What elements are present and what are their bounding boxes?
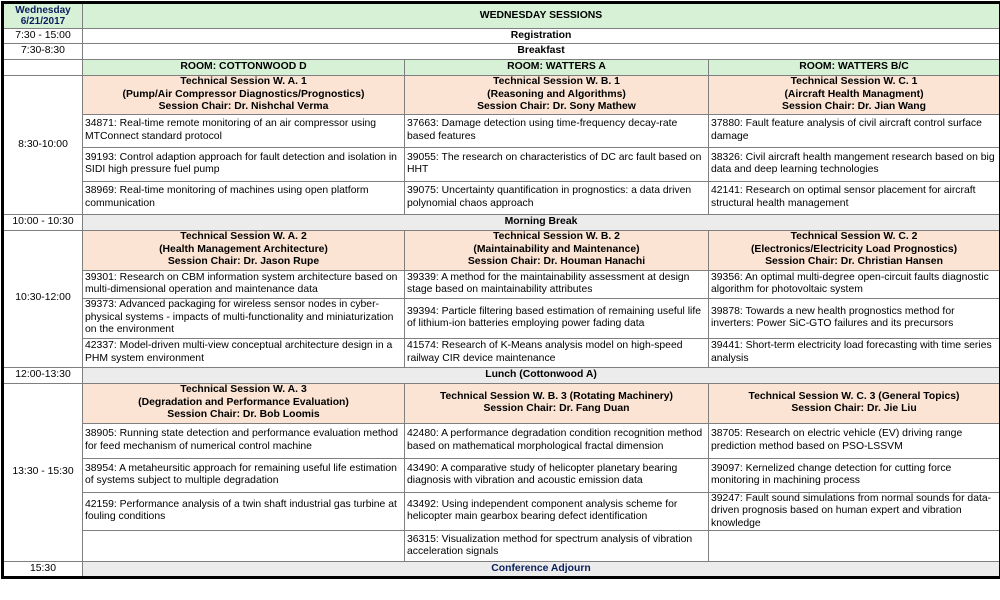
paper-row bbox=[3, 458, 1000, 492]
paper-cell: 34871: Real-time remote monitoring of an air compressor using MTConnect standard protocol bbox=[83, 114, 405, 147]
paper-cell: 42141: Research on optimal sensor placement for aircraft structural health management bbox=[709, 181, 1000, 214]
paper-cell: 39193: Control adaption approach for fault detection and isolation in SIDI high pressure fuel pump bbox=[83, 147, 405, 181]
breakfast-time: 7:30-8:30 bbox=[3, 44, 83, 60]
schedule-table bbox=[1, 1, 1000, 579]
session-title: Technical Session W. C. 1 bbox=[711, 76, 997, 89]
room-header-c: ROOM: WATTERS B/C bbox=[709, 60, 1000, 76]
paper-cell: 39394: Particle filtering based estimation of remaining useful life of lithium-ion batteries employing power fading data bbox=[405, 298, 709, 338]
session-chair: Session Chair: Dr. Christian Hansen bbox=[711, 256, 997, 269]
session-title: Technical Session W. B. 2 bbox=[407, 231, 706, 244]
lunch-label: Lunch (Cottonwood A) bbox=[83, 367, 1000, 383]
paper-cell: 39878: Towards a new health prognostics method for inverters: Power SiC-GTO failures and its precursors bbox=[709, 298, 1000, 338]
session-header-wc3 bbox=[709, 383, 1000, 423]
block3-time: 13:30 - 15:30 bbox=[3, 383, 83, 562]
session-title: Technical Session W. A. 2 bbox=[85, 231, 402, 244]
paper-cell: 41574: Research of K-Means analysis model on high-speed railway CIR device maintenance bbox=[405, 338, 709, 367]
room-header-a: ROOM: COTTONWOOD D bbox=[83, 60, 405, 76]
adjourn-time: 15:30 bbox=[3, 562, 83, 578]
header-row bbox=[3, 3, 1000, 29]
session-title: Technical Session W. C. 3 (General Topics) bbox=[711, 391, 997, 404]
session-row bbox=[3, 76, 1000, 115]
paper-row bbox=[3, 147, 1000, 181]
room-header-b: ROOM: WATTERS A bbox=[405, 60, 709, 76]
paper-cell: 39339: A method for the maintainability assessment at design stage based on maintainability attributes bbox=[405, 270, 709, 298]
paper-cell: 39356: An optimal multi-degree open-circuit faults diagnostic algorithm for photovoltaic system bbox=[709, 270, 1000, 298]
block1-time: 8:30-10:00 bbox=[3, 76, 83, 215]
paper-cell: 38905: Running state detection and performance evaluation method for feed mechanism of numerical control machine bbox=[83, 423, 405, 458]
registration-time: 7:30 - 15:00 bbox=[3, 29, 83, 44]
session-header-wb2 bbox=[405, 230, 709, 270]
paper-cell: 38326: Civil aircraft health mangement research based on big data and deep learning technologies bbox=[709, 147, 1000, 181]
paper-cell: 38705: Research on electric vehicle (EV) driving range prediction method based on PSO-LSSVM bbox=[709, 423, 1000, 458]
paper-cell: 39441: Short-term electricity load forecasting with time series analysis bbox=[709, 338, 1000, 367]
session-chair: Session Chair: Dr. Jie Liu bbox=[711, 403, 997, 416]
paper-cell bbox=[709, 531, 1000, 562]
block2-time: 10:30-12:00 bbox=[3, 230, 83, 367]
paper-cell: 39247: Fault sound simulations from normal sounds for data-driven prognosis based on human expert and vibration knowledge bbox=[709, 492, 1000, 531]
rooms-time-empty bbox=[3, 60, 83, 76]
session-chair: Session Chair: Dr. Jason Rupe bbox=[85, 256, 402, 269]
day-label: Wednesday bbox=[6, 5, 80, 16]
adjourn-label: Conference Adjourn bbox=[83, 562, 1000, 578]
session-topic: (Degradation and Performance Evaluation) bbox=[85, 397, 402, 410]
registration-label: Registration bbox=[83, 29, 1000, 44]
paper-cell: 42159: Performance analysis of a twin shaft industrial gas turbine at fouling conditions bbox=[83, 492, 405, 531]
session-chair: Session Chair: Dr. Nishchal Verma bbox=[85, 101, 402, 114]
session-chair: Session Chair: Dr. Fang Duan bbox=[407, 403, 706, 416]
session-topic: (Aircraft Health Managment) bbox=[711, 89, 997, 102]
paper-cell: 39075: Uncertainty quantification in prognostics: a data driven polynomial chaos approach bbox=[405, 181, 709, 214]
session-title: Technical Session W. B. 3 (Rotating Machinery) bbox=[407, 391, 706, 404]
date-label: 6/21/2017 bbox=[6, 16, 80, 27]
paper-cell: 38969: Real-time monitoring of machines using open platform communication bbox=[83, 181, 405, 214]
paper-row bbox=[3, 423, 1000, 458]
paper-cell: 37880: Fault feature analysis of civil aircraft control surface damage bbox=[709, 114, 1000, 147]
paper-row bbox=[3, 492, 1000, 531]
session-topic: (Electronics/Electricity Load Prognostics) bbox=[711, 244, 997, 257]
lunch-time: 12:00-13:30 bbox=[3, 367, 83, 383]
session-topic: (Maintainability and Maintenance) bbox=[407, 244, 706, 257]
adjourn-row bbox=[3, 562, 1000, 578]
session-header-wb3 bbox=[405, 383, 709, 423]
breakfast-row bbox=[3, 44, 1000, 60]
session-header-wa3 bbox=[83, 383, 405, 423]
registration-row bbox=[3, 29, 1000, 44]
paper-cell: 36315: Visualization method for spectrum analysis of vibration acceleration signals bbox=[405, 531, 709, 562]
paper-cell: 39373: Advanced packaging for wireless sensor nodes in cyber-physical systems - impacts of multi-functionality and miniaturization on the environment bbox=[83, 298, 405, 338]
paper-cell: 39301: Research on CBM information system architecture based on multi-dimensional operation and maintenance data bbox=[83, 270, 405, 298]
paper-cell: 43492: Using independent component analysis scheme for helicopter main gearbox bearing defect identification bbox=[405, 492, 709, 531]
session-header-wc1 bbox=[709, 76, 1000, 115]
session-header-wb1 bbox=[405, 76, 709, 115]
paper-cell: 43490: A comparative study of helicopter planetary bearing diagnosis with vibration and acoustic emission data bbox=[405, 458, 709, 492]
session-header-wa1 bbox=[83, 76, 405, 115]
paper-cell: 38954: A metaheursitic approach for remaining useful life estimation of systems subject to multiple degradation bbox=[83, 458, 405, 492]
day-date-cell bbox=[3, 3, 83, 29]
paper-row bbox=[3, 114, 1000, 147]
lunch-row bbox=[3, 367, 1000, 383]
session-chair: Session Chair: Dr. Jian Wang bbox=[711, 101, 997, 114]
session-title: Technical Session W. A. 3 bbox=[85, 384, 402, 397]
session-topic: (Reasoning and Algorithms) bbox=[407, 89, 706, 102]
paper-row bbox=[3, 338, 1000, 367]
session-chair: Session Chair: Dr. Sony Mathew bbox=[407, 101, 706, 114]
session-header-wc2 bbox=[709, 230, 1000, 270]
session-title: Technical Session W. B. 1 bbox=[407, 76, 706, 89]
paper-cell: 42480: A performance degradation condition recognition method based on mathematical morphological fractal dimension bbox=[405, 423, 709, 458]
morning-break-row bbox=[3, 214, 1000, 230]
paper-cell: 39097: Kernelized change detection for cutting force monitoring in machining process bbox=[709, 458, 1000, 492]
session-topic: (Pump/Air Compressor Diagnostics/Prognostics) bbox=[85, 89, 402, 102]
paper-cell: 39055: The research on characteristics of DC arc fault based on HHT bbox=[405, 147, 709, 181]
session-row bbox=[3, 230, 1000, 270]
session-header-wa2 bbox=[83, 230, 405, 270]
paper-cell: 42337: Model-driven multi-view conceptual architecture design in a PHM system environment bbox=[83, 338, 405, 367]
session-chair: Session Chair: Dr. Bob Loomis bbox=[85, 409, 402, 422]
session-topic: (Health Management Architecture) bbox=[85, 244, 402, 257]
paper-cell bbox=[83, 531, 405, 562]
breakfast-label: Breakfast bbox=[83, 44, 1000, 60]
paper-row bbox=[3, 270, 1000, 298]
session-chair: Session Chair: Dr. Houman Hanachi bbox=[407, 256, 706, 269]
session-row bbox=[3, 383, 1000, 423]
page-title: WEDNESDAY SESSIONS bbox=[83, 3, 1000, 29]
paper-row bbox=[3, 181, 1000, 214]
session-title: Technical Session W. C. 2 bbox=[711, 231, 997, 244]
rooms-row bbox=[3, 60, 1000, 76]
morning-break-time: 10:00 - 10:30 bbox=[3, 214, 83, 230]
paper-row bbox=[3, 298, 1000, 338]
morning-break-label: Morning Break bbox=[83, 214, 1000, 230]
paper-cell: 37663: Damage detection using time-frequency decay-rate based features bbox=[405, 114, 709, 147]
paper-row bbox=[3, 531, 1000, 562]
session-title: Technical Session W. A. 1 bbox=[85, 76, 402, 89]
